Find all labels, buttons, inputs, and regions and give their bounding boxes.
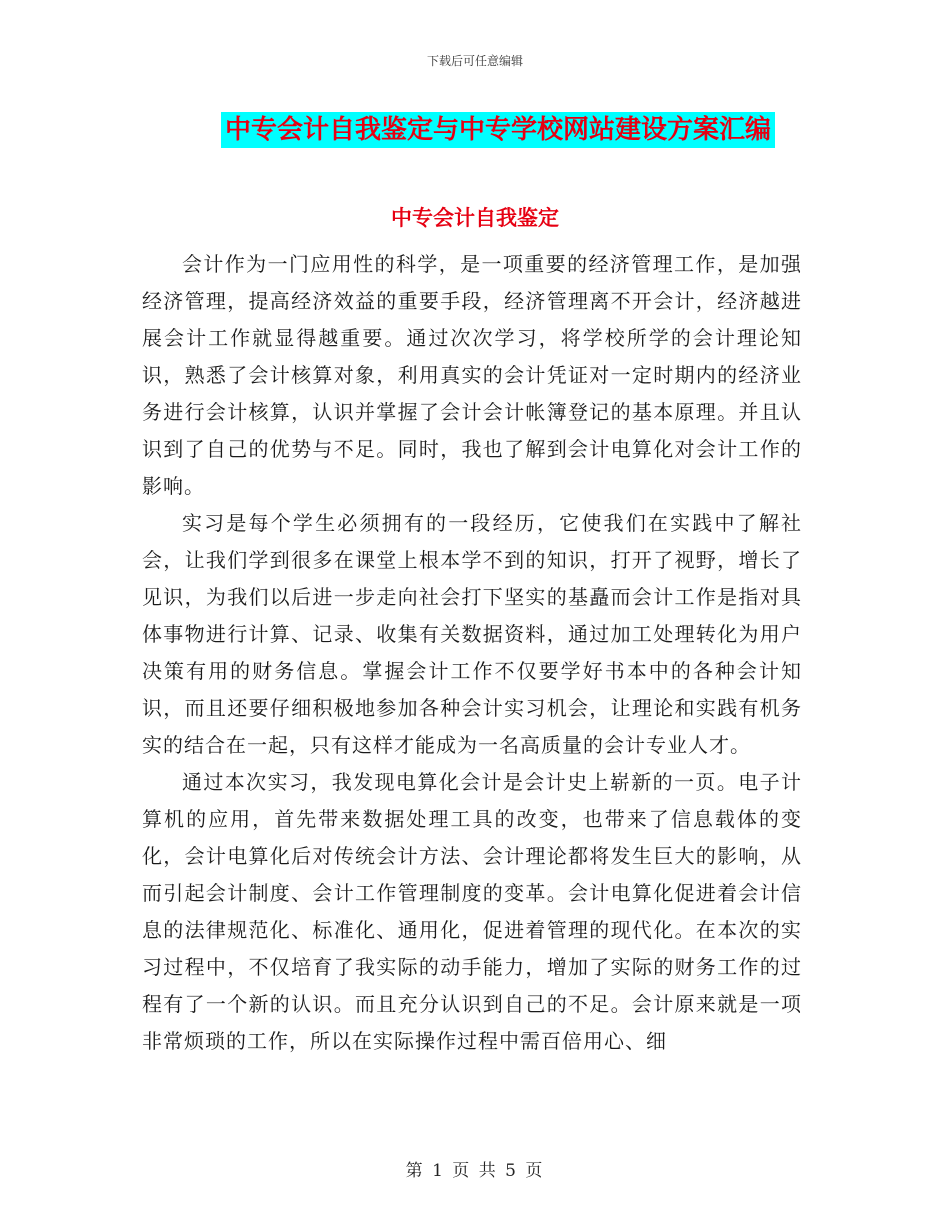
- main-title-container: [0, 112, 950, 148]
- body-text: [142, 246, 802, 1060]
- section-title: 中专会计自我鉴定: [391, 206, 559, 230]
- paragraph: 实习是每个学生必须拥有的一段经历，它使我们在实践中了解社会，让我们学到很多在课堂上根本学不到的知识，打开了视野，增长了见识，为我们以后进一步走向社会打下坚实的基矗而会计工作是指对具体事物进行计算、记录、收集有关数据资料，通过加工处理转化为用户决策有用的财务信息。掌握会计工作不仅要学好书本中的各种会计知识，而且还要仔细积极地参加各种会计实习机会，让理论和实践有机务实的结合在一起，只有这样才能成为一名高质量的会计专业人才。: [142, 511, 802, 757]
- main-title: 中专会计自我鉴定与中专学校网站建设方案汇编: [221, 112, 775, 148]
- header-note: 下载后可任意编辑: [426, 54, 523, 68]
- paragraph: 通过本次实习，我发现电算化会计是会计史上崭新的一页。电子计算机的应用，首先带来数据处理工具的改变，也带来了信息载体的变化，会计电算化后对传统会计方法、会计理论都将发生巨大的影响，从而引起会计制度、会计工作管理制度的变革。会计电算化促进着会计信息的法律规范化、标准化、通用化，促进着管理的现代化。在本次的实习过程中，不仅培育了我实际的动手能力，增加了实际的财务工作的过程有了一个新的认识。而且充分认识到自己的不足。会计原来就是一项非常烦琐的工作，所以在实际操作过程中需百倍用心、细: [142, 770, 802, 1053]
- page-number: 第 1 页 共 5 页: [405, 1161, 545, 1181]
- paragraph: 会计作为一门应用性的科学，是一项重要的经济管理工作，是加强经济管理，提高经济效益的重要手段，经济管理离不开会计，经济越进展会计工作就显得越重要。通过次次学习，将学校所学的会计理论知识，熟悉了会计核算对象，利用真实的会计凭证对一定时期内的经济业务进行会计核算，认识并掌握了会计会计帐簿登记的基本原理。并且认识到了自己的优势与不足。同时，我也了解到会计电算化对会计工作的影响。: [142, 252, 802, 498]
